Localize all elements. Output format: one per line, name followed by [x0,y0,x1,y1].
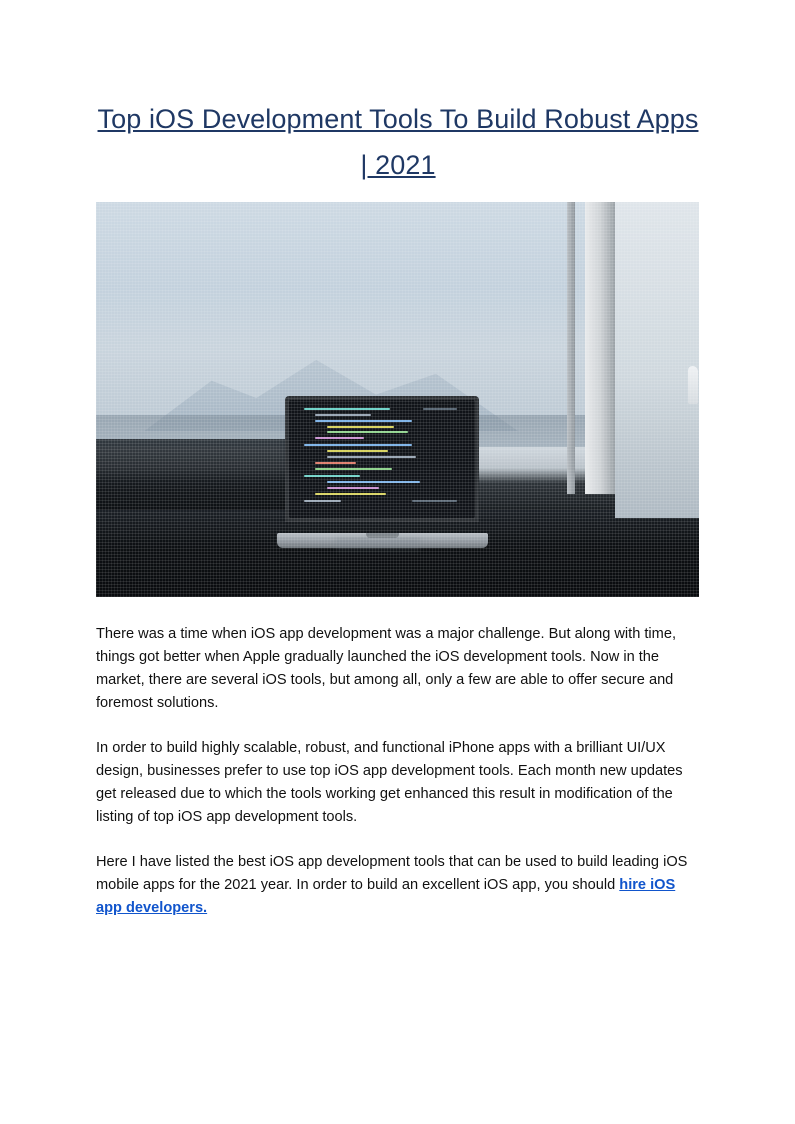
desk-reflection [336,538,420,554]
laptop-icon [277,396,488,558]
laptop-screen [289,400,475,518]
document-content [96,96,700,920]
laptop-lid [285,396,479,522]
window-pane-right [615,202,699,518]
paragraph-intro: There was a time when iOS app development was a major challenge. But along with time, things got better when Apple gradually launched the iOS development tools. Now in the market, there are several iOS tools, but among all, only a few are able to offer secure and foremost solutions. [96,626,676,711]
hire-ios-app-developers-link[interactable]: hire iOS app developers. [96,877,676,916]
paragraph-closing [96,851,700,920]
car-outside [688,366,698,404]
hero-image [96,202,699,597]
closing-lead-text: Here I have listed the best iOS app development tools that can be used to build leading iOS mobile apps for the 2021 year. In order to build an excellent iOS app, you should [96,854,688,893]
window-sill-left [96,439,301,510]
page-title: Top iOS Development Tools To Build Robust Apps | 2021 [97,104,699,180]
window-mullion-inner [567,202,575,494]
paragraph-scalable: In order to build highly scalable, robust, and functional iPhone apps with a brilliant UI/UX design, businesses prefer to use top iOS app development tools. Each month new updates get released due to which the tools working get enhanced this result in modification of the listing of top iOS app development tools. [96,740,683,825]
window-mullion-outer [585,202,615,494]
